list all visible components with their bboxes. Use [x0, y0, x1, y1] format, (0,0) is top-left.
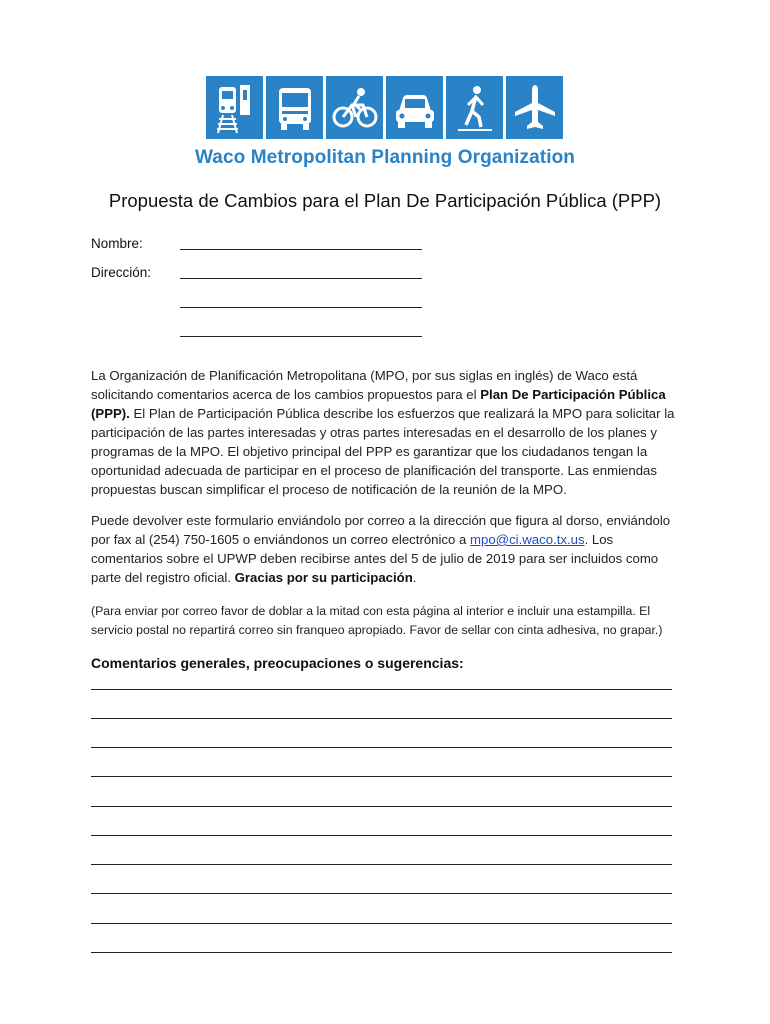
address-field-line-2[interactable] — [180, 307, 422, 308]
comment-line[interactable] — [91, 835, 672, 836]
pedestrian-icon — [446, 76, 503, 139]
address-field-line-1[interactable] — [180, 278, 422, 279]
bicycle-icon — [326, 76, 383, 139]
name-label: Nombre: — [91, 236, 143, 251]
return-info-paragraph — [91, 511, 681, 587]
thanks-text: Gracias por su participación — [234, 570, 413, 585]
comment-line[interactable] — [91, 952, 672, 953]
form-title: Propuesta de Cambios para el Plan De Participación Pública (PPP) — [108, 190, 662, 211]
return-info-text: Puede devolver este formulario enviándolo por correo a la dirección que figura al dorso, enviándolo por fax al (254) 750-1605 o enviándonos un correo electrónico a — [91, 513, 671, 547]
bus-icon — [266, 76, 323, 139]
return-info-period: . — [412, 570, 417, 585]
comment-line[interactable] — [91, 893, 672, 894]
return-info-deadline: . Los comentarios sobre el UPWP deben recibirse antes del 5 de julio de 2019 para ser incluidos como parte del registro oficial. — [91, 532, 659, 585]
comment-line[interactable] — [91, 864, 672, 865]
email-link[interactable]: mpo@ci.waco.tx.us — [470, 532, 585, 547]
comment-line[interactable] — [91, 689, 672, 690]
mailing-note: (Para enviar por correo favor de doblar a la mitad con esta página al interior e incluir una estampilla. El servicio postal no repartirá correo sin franqueo apropiado. Favor de sellar con cinta adhesiva, no grapar.) — [91, 604, 663, 637]
comment-line[interactable] — [91, 747, 672, 748]
comment-line[interactable] — [91, 923, 672, 924]
address-field-line-3[interactable] — [180, 336, 422, 337]
logo — [206, 76, 563, 139]
comment-line[interactable] — [91, 718, 672, 719]
intro-text: La Organización de Planificación Metropolitana (MPO, por sus siglas en inglés) de Waco está solicitando comentarios acerca de los cambios propuestos para el — [91, 368, 638, 402]
organization-name: Waco Metropolitan Planning Organization — [194, 147, 576, 168]
comments-heading: Comentarios generales, preocupaciones o sugerencias: — [91, 655, 464, 671]
comment-line[interactable] — [91, 776, 672, 777]
intro-plan-name: Plan De Participación Pública (PPP). — [91, 387, 666, 421]
intro-text-continued: El Plan de Participación Pública describe los esfuerzos que realizará la MPO para solicitar la participación de las partes interesadas y otras partes interesadas en el desarrollo de los planes y programas de la MPO. El objetivo principal del PPP es garantizar que los ciudadanos tengan la oportunidad adecuada de participar en el proceso de planificación del transporte. Las enmiendas propuestas buscan simplificar el proceso de notificación de la reunión de la MPO. — [91, 406, 675, 497]
comment-line[interactable] — [91, 806, 672, 807]
name-field[interactable] — [180, 249, 422, 250]
address-label: Dirección: — [91, 265, 152, 280]
airplane-icon — [506, 76, 563, 139]
intro-paragraph — [91, 366, 681, 499]
car-icon — [386, 76, 443, 139]
train-icon — [206, 76, 263, 139]
